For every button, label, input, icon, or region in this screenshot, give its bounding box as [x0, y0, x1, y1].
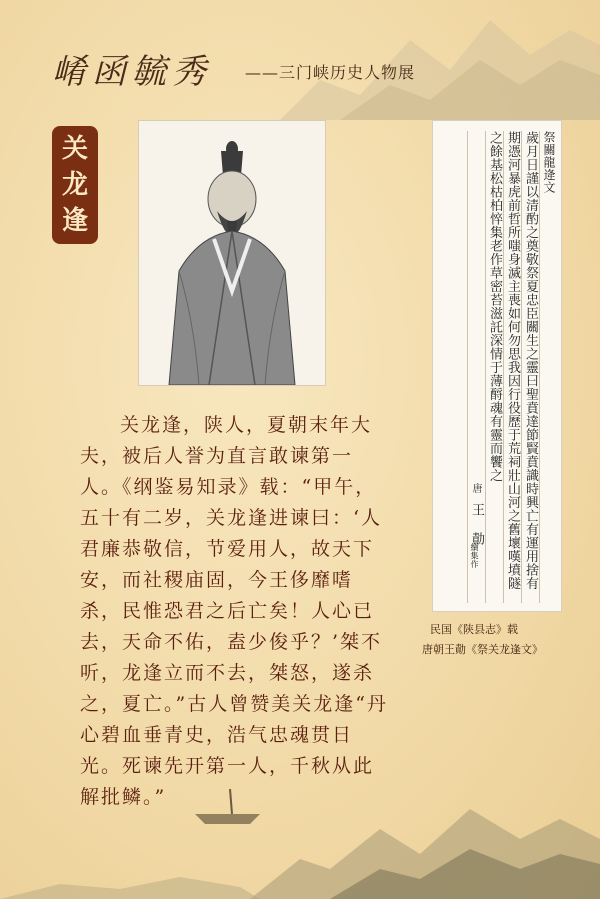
name-char: 龙	[61, 170, 88, 200]
author-name: 王 勣	[469, 503, 484, 546]
exhibition-subtitle: ——三门峡历史人物展	[245, 63, 416, 82]
caption-line: 唐朝王勣《祭关龙逢文》	[422, 643, 543, 656]
document-column: 之餘基松枯柏悴集老作草密苔滋託深情于薄酹魂有靈而饗之	[485, 131, 503, 603]
name-char: 关	[61, 134, 88, 164]
name-char: 逢	[61, 206, 88, 236]
author-dynasty: 唐	[470, 483, 481, 494]
document-author-column	[467, 131, 485, 603]
document-caption	[422, 620, 582, 660]
biography-text: 关龙逢，陕人，夏朝末年大夫，被后人誉为直言敢谏第一人。《纲鉴易知录》载：“甲午，五十有二岁，关龙逢进谏曰：‘人君廉恭敬信，节爱用人，故天下安，而社稷庙固，今王侈靡嗜杀，民惟恐君之后亡矣！人心已去，天命不佑，盍少俊乎？’桀不听，龙逢立而不去，桀怒，遂杀之，夏亡。”古人曾赞美关龙逢“丹心碧血垂青史，浩气忠魂贯日光。死谏先开第一人，千秋从此解批鳞。”	[80, 414, 388, 808]
document-column: 歲月日謹以清酌之奠敬祭夏忠臣關生之靈曰聖賁達節賢賁識時興亡有運用捨有	[521, 131, 539, 603]
historical-document	[432, 120, 562, 612]
document-title: 祭關龍逄文	[539, 131, 557, 603]
exhibition-title: 崤函毓秀	[52, 52, 212, 92]
caption-line: 民国《陕县志》载	[430, 623, 518, 636]
document-column: 期憑河暴虎前哲所嗤身滅主喪如何勿思我因行役歷于荒祠壯山河之舊壞嘆墳隧	[503, 131, 521, 603]
person-name-badge	[52, 126, 98, 244]
author-note: 續集作	[470, 543, 479, 569]
portrait-drawing	[139, 121, 325, 385]
portrait-image	[138, 120, 326, 386]
